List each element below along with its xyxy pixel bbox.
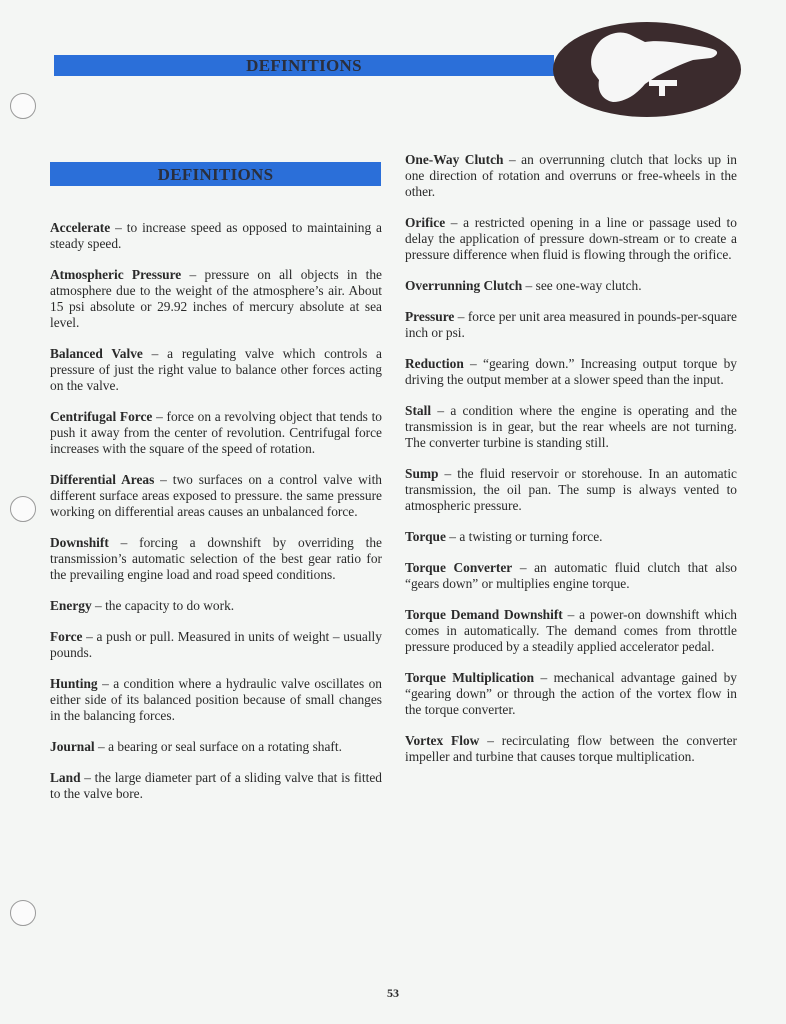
definition-term: Reduction xyxy=(405,356,464,371)
binder-hole-middle xyxy=(10,496,36,522)
definition-separator: – xyxy=(450,215,458,230)
definition-term: Torque Demand Downshift xyxy=(405,607,563,622)
definition-separator: – xyxy=(487,733,494,748)
definition-term: Force xyxy=(50,629,83,644)
definition-term: Vortex Flow xyxy=(405,733,480,748)
definition-separator: – xyxy=(151,346,159,361)
definition-entry xyxy=(405,403,737,451)
definition-entry xyxy=(405,466,737,514)
definition-entry xyxy=(50,598,382,614)
definition-separator: – xyxy=(98,739,105,754)
transmission-graphic xyxy=(553,22,741,117)
definition-term: Pressure xyxy=(405,309,455,324)
definition-entry xyxy=(405,278,737,294)
definition-entry xyxy=(50,346,382,394)
definition-text: the large diameter part of a sliding valve that is fitted to the valve bore. xyxy=(50,770,382,801)
header-banner: DEFINITIONS xyxy=(54,55,554,76)
definition-entry xyxy=(405,529,737,545)
definition-entry xyxy=(405,607,737,655)
definition-term: Orifice xyxy=(405,215,446,230)
definition-term: Sump xyxy=(405,466,439,481)
definition-term: One-Way Clutch xyxy=(405,152,504,167)
definition-text: see one-way clutch. xyxy=(535,278,642,293)
definition-separator: – xyxy=(470,356,477,371)
definition-text: pressure on all objects in the atmosphere due to the weight of the atmosphere’s air. About 15 psi absolute or 29.92 inches of mercury absolute at sea level. xyxy=(50,267,382,330)
definition-entry xyxy=(50,220,382,252)
definition-entry xyxy=(50,629,382,661)
right-definitions-column xyxy=(405,152,737,780)
definition-text: “gearing down.” Increasing output torque by driving the output member at a slower speed than the input. xyxy=(405,356,738,387)
definition-entry xyxy=(405,560,737,592)
definition-term: Differential Areas xyxy=(50,472,155,487)
definition-separator: – xyxy=(449,529,456,544)
definition-term: Land xyxy=(50,770,81,785)
definition-entry xyxy=(405,670,737,718)
definition-text: recirculating flow between the converter impeller and turbine that causes torque multiplication. xyxy=(405,733,737,764)
binder-hole-bottom xyxy=(10,900,36,926)
definition-separator: – xyxy=(519,560,527,575)
definition-text: a twisting or turning force. xyxy=(459,529,603,544)
definition-entry xyxy=(50,409,382,457)
definition-term: Stall xyxy=(405,403,432,418)
definition-entry xyxy=(50,739,382,755)
definition-text: an overrunning clutch that locks up in one direction of rotation and overruns or free-wheels in the other. xyxy=(405,152,737,199)
definition-separator: – xyxy=(95,598,102,613)
definition-entry xyxy=(50,535,382,583)
definition-text: to increase speed as opposed to maintaining a steady speed. xyxy=(50,220,382,251)
definition-separator: – xyxy=(115,220,122,235)
definition-separator: – xyxy=(156,409,163,424)
page-number: 53 xyxy=(387,986,399,1000)
definition-term: Balanced Valve xyxy=(50,346,143,361)
definition-entry xyxy=(405,309,737,341)
definition-text: an automatic fluid clutch that also “gears down” or multiplies engine torque. xyxy=(405,560,737,591)
definition-separator: – xyxy=(84,770,91,785)
definition-text: a power-on downshift which comes in automatically. The demand comes from throttle pressure produced by a steadily applied accelerator pedal. xyxy=(405,607,737,654)
definition-text: a restricted opening in a line or passage used to delay the application of pressure down-stream or to create a pressure difference when fluid is flowing through the orifice. xyxy=(405,215,737,262)
definition-separator: – xyxy=(189,267,197,282)
section-title: DEFINITIONS xyxy=(50,162,381,186)
definition-entry xyxy=(405,356,737,388)
definition-entry xyxy=(50,267,382,331)
definition-text: a push or pull. Measured in units of weight – usually pounds. xyxy=(50,629,382,660)
definition-text: force on a revolving object that tends to push it away from the center of revolution. Centrifugal force increases with the square of the speed of rotation. xyxy=(50,409,382,456)
definition-entry xyxy=(405,152,737,200)
left-definitions-column xyxy=(50,220,382,817)
definition-separator: – xyxy=(567,607,575,622)
definition-term: Energy xyxy=(50,598,92,613)
definition-separator: – xyxy=(457,309,465,324)
definition-text: the capacity to do work. xyxy=(105,598,235,613)
transmission-icon xyxy=(553,22,741,117)
definition-entry xyxy=(50,472,382,520)
definition-separator: – xyxy=(120,535,128,550)
definition-entry xyxy=(50,770,382,802)
definition-text: a regulating valve which controls a pressure of just the right value to balance other forces acting on the valve. xyxy=(50,346,383,393)
definition-term: Overrunning Clutch xyxy=(405,278,523,293)
definition-text: forcing a downshift by overriding the transmission’s automatic selection of the best gear ratio for the prevailing engine load and road speed conditions. xyxy=(50,535,382,582)
definition-separator: – xyxy=(86,629,93,644)
definition-term: Atmospheric Pressure xyxy=(50,267,182,282)
definition-text: the fluid reservoir or storehouse. In an automatic transmission, the oil pan. The sump is always vented to atmospheric pressure. xyxy=(405,466,737,513)
definition-text: two surfaces on a control valve with different surface areas exposed to pressure. the same pressure working on differential areas causes an unbalanced force. xyxy=(50,472,382,519)
definition-term: Accelerate xyxy=(50,220,111,235)
definition-text: a bearing or seal surface on a rotating shaft. xyxy=(108,739,342,754)
definition-term: Torque Multiplication xyxy=(405,670,535,685)
definition-separator: – xyxy=(508,152,516,167)
definition-entry xyxy=(50,676,382,724)
definition-term: Torque xyxy=(405,529,446,544)
definition-separator: – xyxy=(437,403,445,418)
definition-separator: – xyxy=(444,466,452,481)
definition-separator: – xyxy=(160,472,167,487)
definition-separator: – xyxy=(102,676,109,691)
definition-separator: – xyxy=(525,278,533,293)
definition-text: force per unit area measured in pounds-per-square inch or psi. xyxy=(405,309,737,340)
definition-separator: – xyxy=(540,670,548,685)
definition-term: Torque Converter xyxy=(405,560,513,575)
definition-term: Journal xyxy=(50,739,95,754)
definition-text: a condition where a hydraulic valve oscillates on either side of its balanced position because of small changes in the balancing forces. xyxy=(50,676,382,723)
definition-term: Hunting xyxy=(50,676,98,691)
definition-term: Centrifugal Force xyxy=(50,409,153,424)
definition-text: a condition where the engine is operating and the transmission is in gear, but the rear wheels are not turning. The converter turbine is standing still. xyxy=(405,403,737,450)
definition-text: mechanical advantage gained by “gearing down” or through the action of the vortex flow in the torque converter. xyxy=(405,670,737,717)
definition-term: Downshift xyxy=(50,535,109,550)
binder-hole-top xyxy=(10,93,36,119)
definition-entry xyxy=(405,733,737,765)
definition-entry xyxy=(405,215,737,263)
